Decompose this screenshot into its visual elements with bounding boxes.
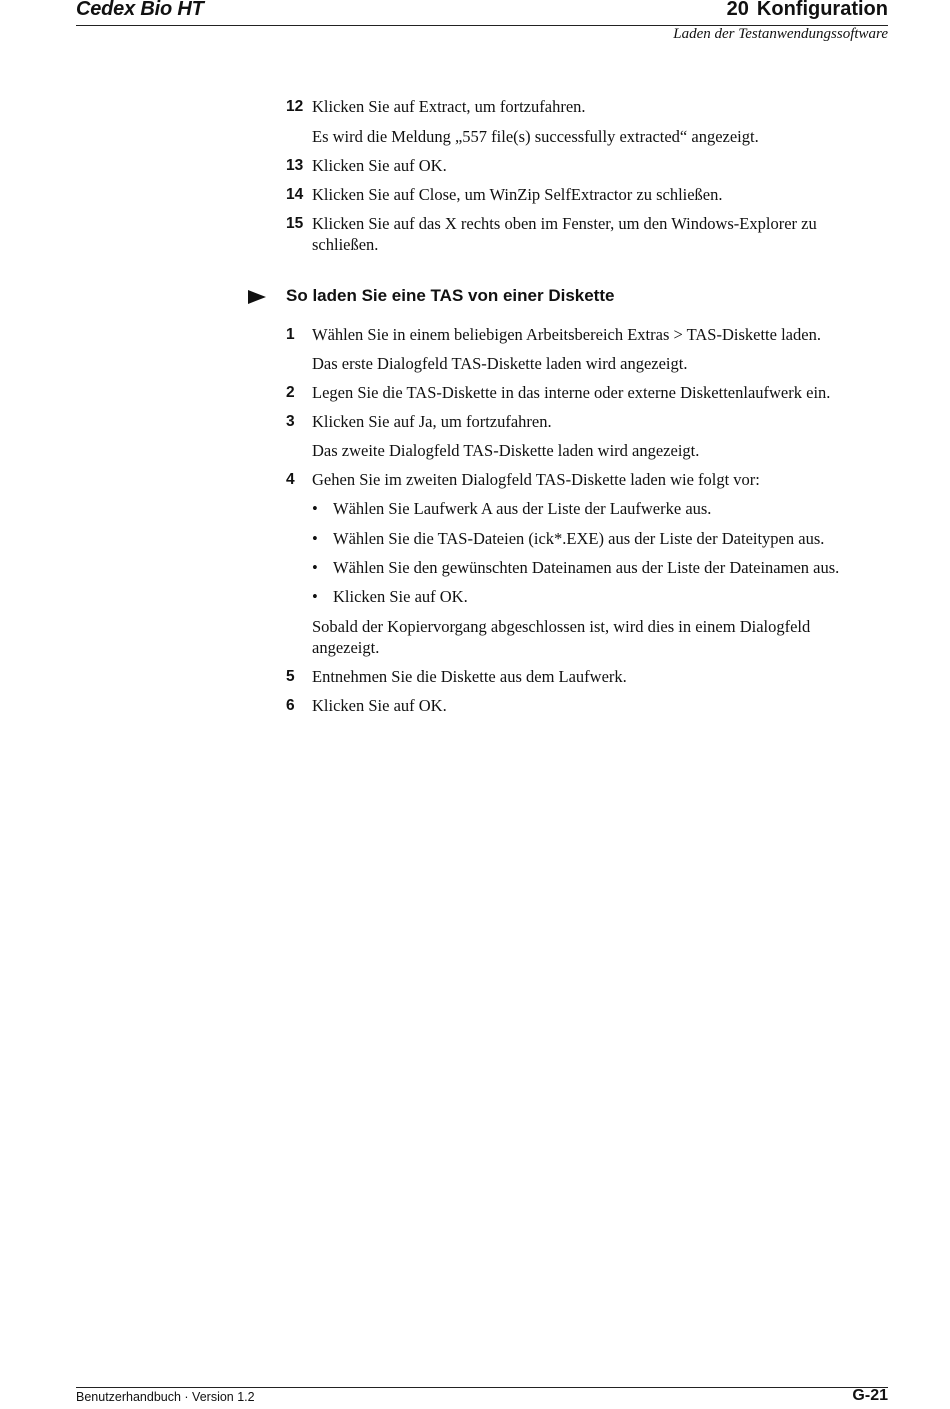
bullet-icon: • <box>312 587 318 606</box>
bullet-text: Klicken Sie auf OK. <box>333 587 468 606</box>
chapter-heading <box>727 0 888 21</box>
bullet-text: Wählen Sie Laufwerk A aus der Liste der Laufwerke aus. <box>333 499 712 518</box>
procedure-arrow-icon <box>248 290 266 304</box>
step-text: Klicken Sie auf das X rechts oben im Fenster, um den Windows-Explorer zu schließen. <box>312 214 817 254</box>
bullet-icon: • <box>312 499 318 518</box>
step-text: Klicken Sie auf OK. <box>312 696 447 715</box>
bullet-text: Wählen Sie den gewünschten Dateinamen aus der Liste der Dateinamen aus. <box>333 558 840 577</box>
proc-step-4 <box>286 469 866 490</box>
proc-step-5 <box>286 666 866 687</box>
bullet-item <box>312 528 872 549</box>
step-text: Entnehmen Sie die Diskette aus dem Laufwerk. <box>312 667 627 686</box>
step-text: Klicken Sie auf OK. <box>312 156 447 175</box>
page-number: G-21 <box>852 1387 888 1404</box>
bullet-item <box>312 586 872 607</box>
step-number: 6 <box>286 697 295 714</box>
bullet-icon: • <box>312 529 318 548</box>
step-text: Legen Sie die TAS-Diskette in das interne oder externe Diskettenlaufwerk ein. <box>312 383 831 402</box>
step-text: Klicken Sie auf Extract, um fortzufahren. <box>312 97 586 116</box>
step-text: Gehen Sie im zweiten Dialogfeld TAS-Diskette laden wie folgt vor: <box>312 470 760 489</box>
bullet-icon: • <box>312 558 318 577</box>
footer-manual-version: Benutzerhandbuch · Version 1.2 <box>76 1390 255 1404</box>
footer-rule <box>76 1387 888 1388</box>
step-number: 4 <box>286 471 295 488</box>
chapter-title: Konfiguration <box>756 0 888 20</box>
step-number: 13 <box>286 157 304 174</box>
step-text: Wählen Sie in einem beliebigen Arbeitsbereich Extras > TAS-Diskette laden. <box>312 325 821 344</box>
bullet-text: Wählen Sie die TAS-Dateien (ick*.EXE) aus der Liste der Dateitypen aus. <box>333 529 825 548</box>
step-12 <box>286 96 866 117</box>
step-15 <box>286 213 866 255</box>
proc-step-3-result: Das zweite Dialogfeld TAS-Diskette laden wird angezeigt. <box>312 441 700 460</box>
proc-step-4-result: Sobald der Kopiervorgang abgeschlossen ist, wird dies in einem Dialogfeld angezeigt. <box>312 617 811 657</box>
step-number: 12 <box>286 98 304 115</box>
step-number: 5 <box>286 668 295 685</box>
section-title: Laden der Testanwendungssoftware <box>673 26 888 42</box>
step-13 <box>286 155 866 176</box>
proc-step-1-result: Das erste Dialogfeld TAS-Diskette laden wird angezeigt. <box>312 354 688 373</box>
step-number: 14 <box>286 186 304 203</box>
proc-step-2 <box>286 382 866 403</box>
step-number: 2 <box>286 384 295 401</box>
proc-step-1 <box>286 324 866 345</box>
step-number: 3 <box>286 413 295 430</box>
step-text: Klicken Sie auf Close, um WinZip SelfExtractor zu schließen. <box>312 185 723 204</box>
step-text: Klicken Sie auf Ja, um fortzufahren. <box>312 412 552 431</box>
bullet-item <box>312 498 872 519</box>
step-number: 15 <box>286 215 304 232</box>
product-title: Cedex Bio HT <box>76 0 204 20</box>
procedure-heading: So laden Sie eine TAS von einer Diskette <box>286 286 615 305</box>
bullet-item <box>312 557 872 578</box>
proc-step-3 <box>286 411 866 432</box>
step-number: 1 <box>286 326 295 343</box>
step-14 <box>286 184 866 205</box>
chapter-number: 20 <box>726 0 749 20</box>
proc-step-6 <box>286 695 866 716</box>
step-12-result: Es wird die Meldung „557 file(s) successfully extracted“ angezeigt. <box>312 127 759 146</box>
